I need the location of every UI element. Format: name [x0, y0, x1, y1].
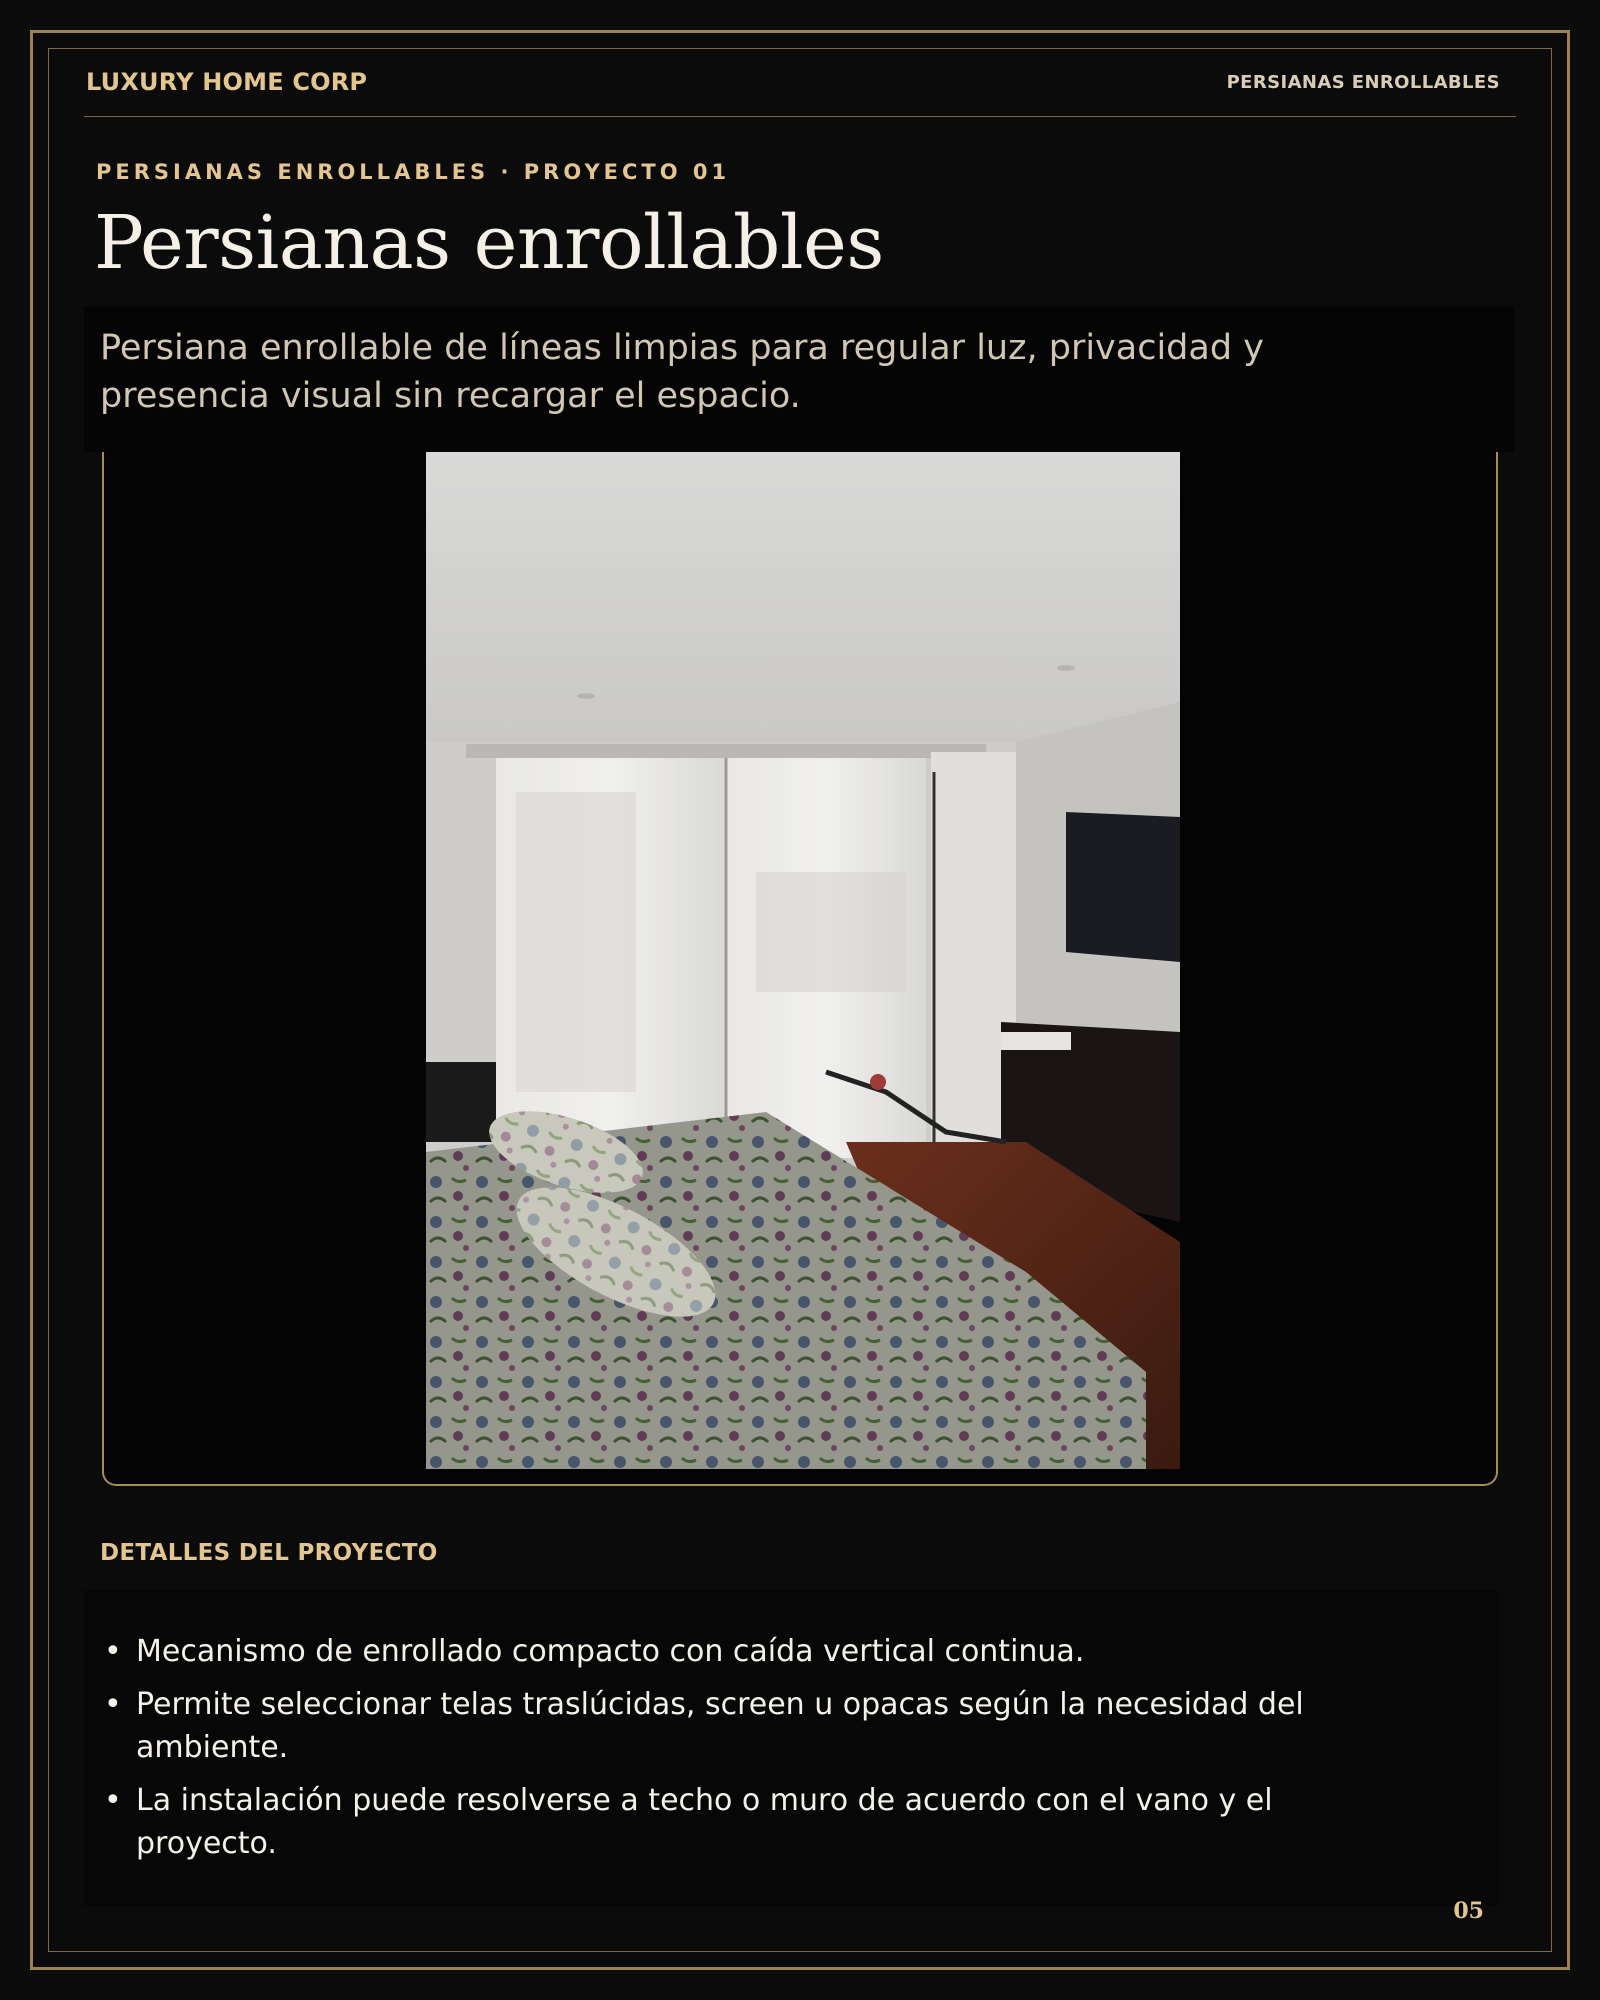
detail-text: Mecanismo de enrollado compacto con caída vertical continua. [136, 1634, 1085, 1669]
list-item [100, 1683, 1420, 1769]
intro-block [84, 306, 1514, 452]
section-tag: PERSIANAS ENROLLABLES [1226, 72, 1500, 93]
page-title: Persianas enrollables [94, 200, 884, 286]
detail-text: La instalación puede resolverse a techo o muro de acuerdo con el vano y el proyecto. [136, 1783, 1273, 1861]
bullet-icon: • [104, 1687, 122, 1722]
details-list [100, 1630, 1420, 1875]
list-item [100, 1630, 1420, 1673]
bullet-icon: • [104, 1634, 122, 1669]
list-item [100, 1779, 1420, 1865]
brand-name: LUXURY HOME CORP [86, 68, 368, 96]
detail-text: Permite seleccionar telas traslúcidas, screen u opacas según la necesidad del ambiente. [136, 1687, 1304, 1765]
details-list-box [84, 1590, 1498, 1906]
project-eyebrow: PERSIANAS ENROLLABLES · PROYECTO 01 [96, 160, 731, 184]
bullet-icon: • [104, 1783, 122, 1818]
page-header [84, 60, 1516, 117]
photo-panel [102, 452, 1498, 1486]
details-heading: DETALLES DEL PROYECTO [100, 1540, 438, 1566]
page-number: 05 [1453, 1898, 1484, 1924]
project-photo [426, 452, 1180, 1469]
intro-text: Persiana enrollable de líneas limpias para regular luz, privacidad y presencia visual sin recargar el espacio. [100, 328, 1264, 416]
